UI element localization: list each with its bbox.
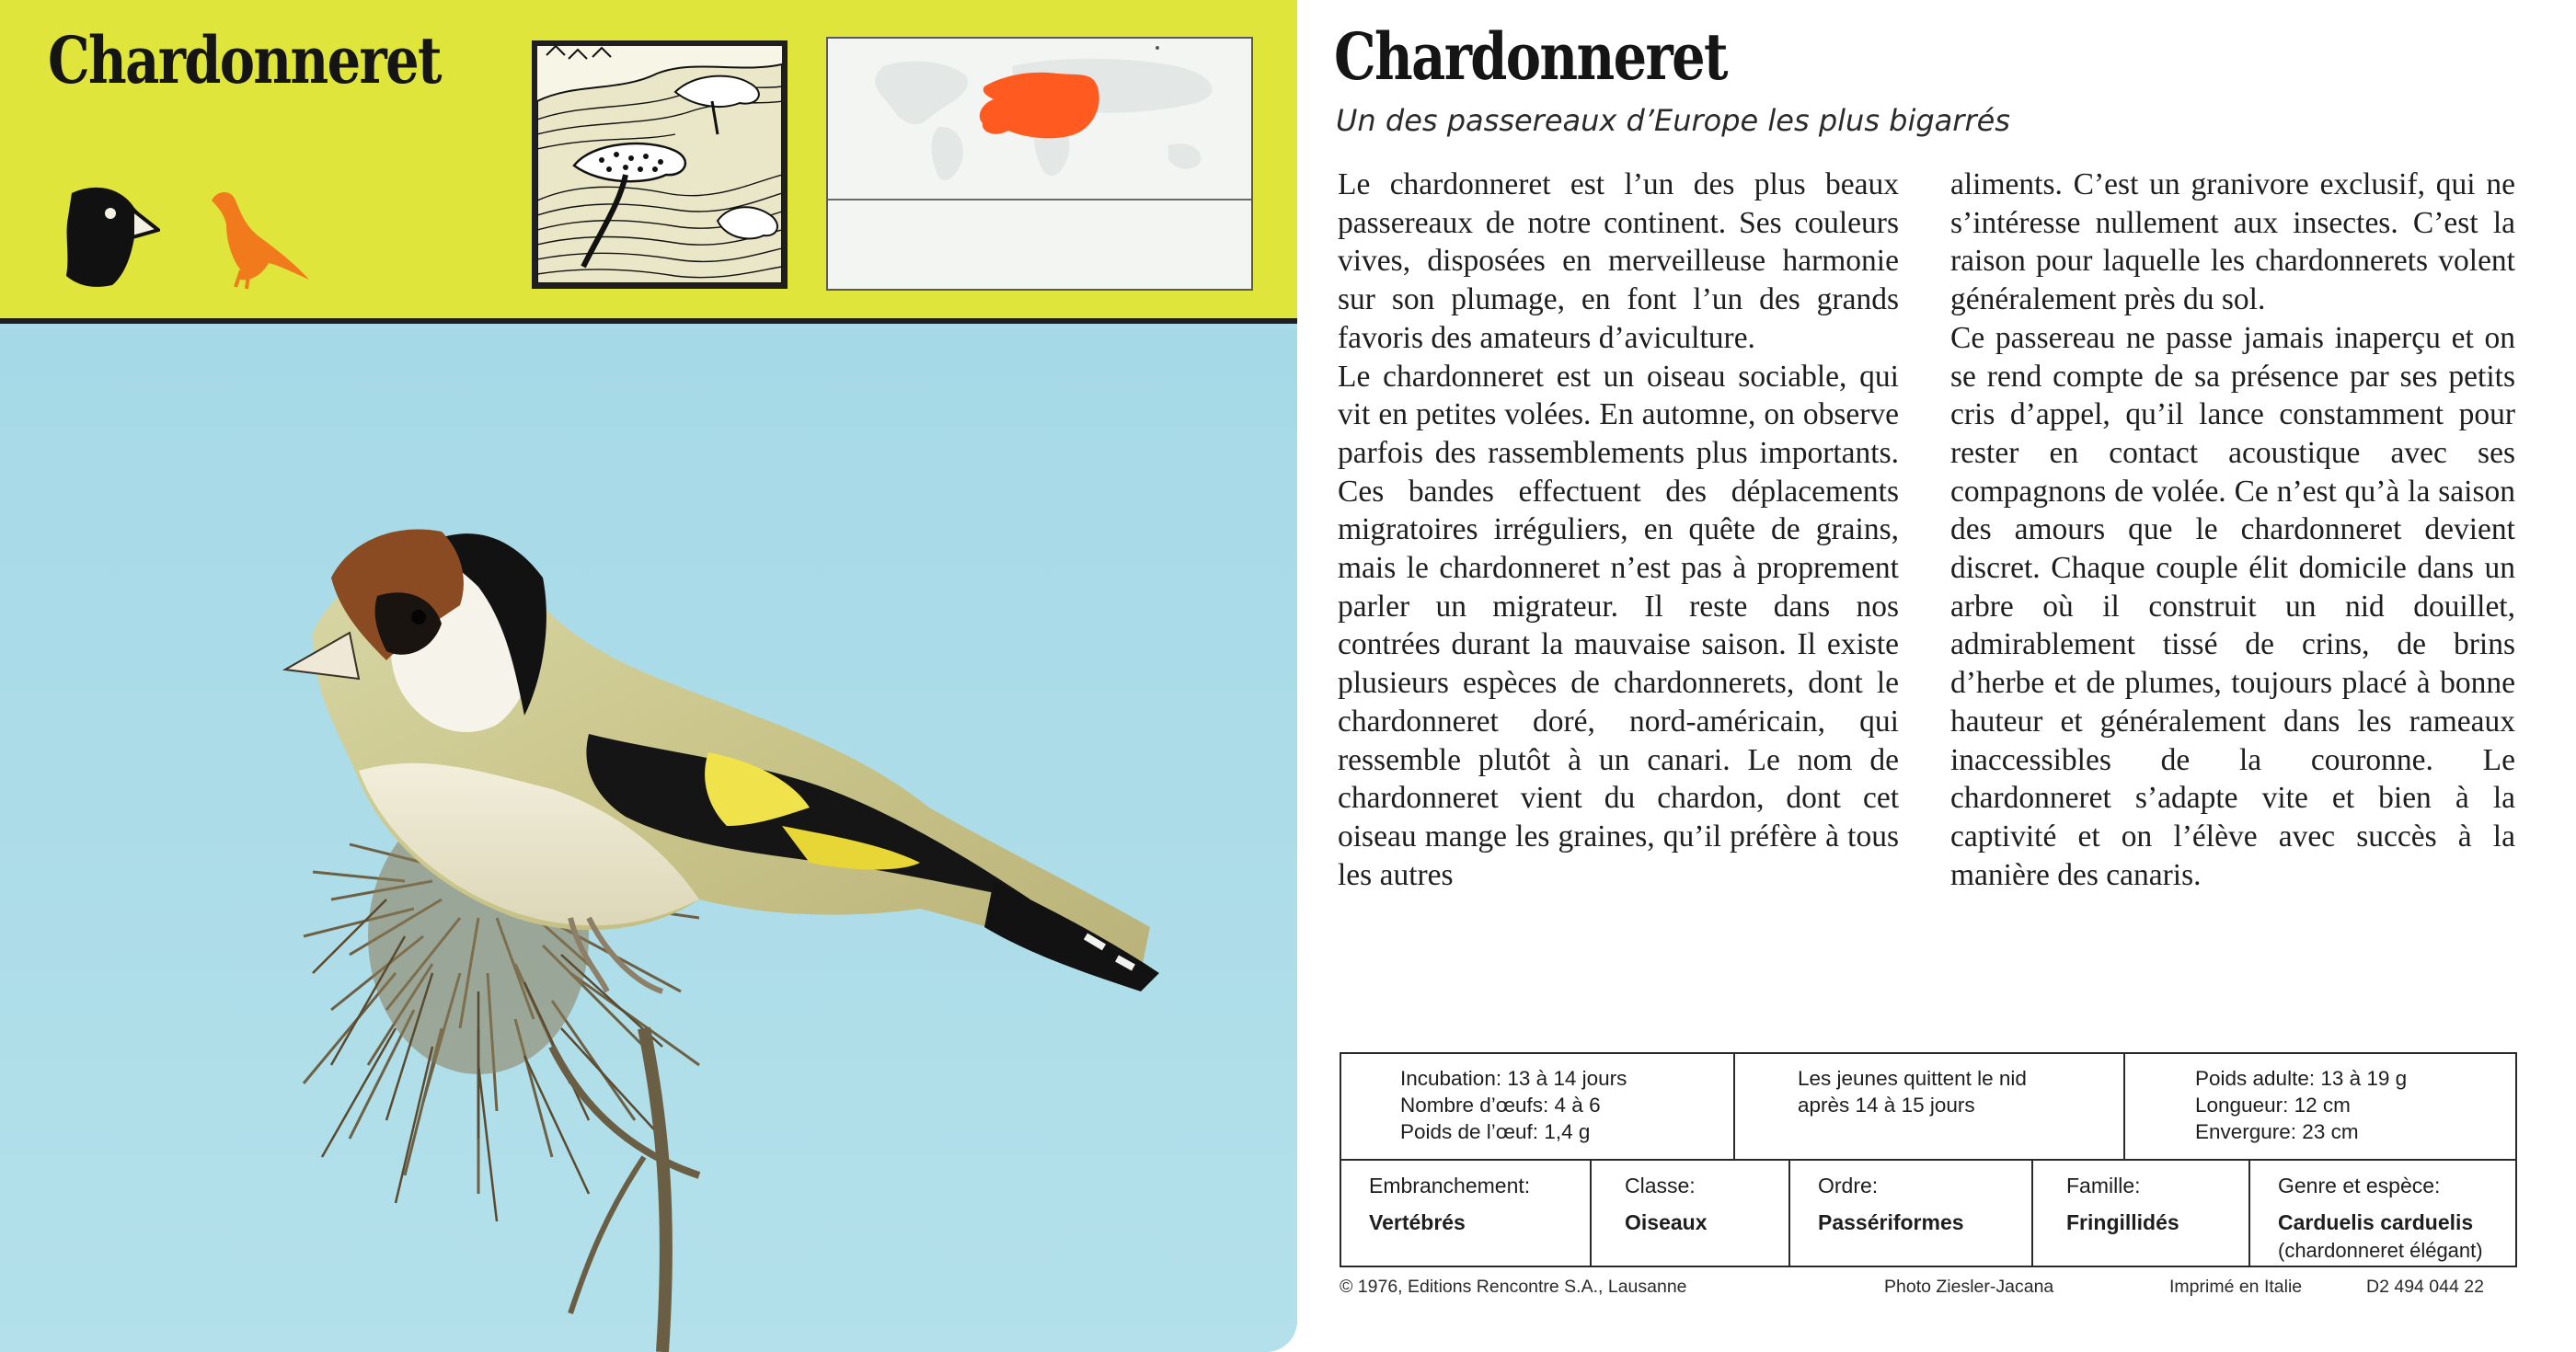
order-cell bbox=[1788, 1161, 2031, 1267]
phylum-cell bbox=[1341, 1161, 1590, 1267]
incubation-cell bbox=[1341, 1054, 1733, 1159]
breeding-stats-row bbox=[1341, 1054, 2515, 1161]
paragraph: aliments. C’est un granivore exclusif, qui ne s’intéresse nullement aux insectes. C’est la raison pour laquelle les chardonnerets volent généralement près du sol. bbox=[1950, 167, 2515, 317]
back-title: Chardonneret bbox=[1334, 18, 1727, 95]
species-common-name: (chardonneret élégant) bbox=[2278, 1239, 2483, 1262]
phylum-value: Vertébrés bbox=[1369, 1210, 1466, 1234]
paragraph: Ce passereau ne passe jamais inaperçu et on se rend compte de sa présence par ses petits cris d’appel, qu’il lance constamment pour rester en contact acoustique avec ses compagnons de volée. Ce n’est qu’à la saison des amours que le chardonneret devient discret. Chaque couple élit domicile dans un arbre où il construit un nid douillet, admirablement tissé de crins, de brins d’herbe et de plumes, toujours placé à bonne hauteur et généralement dans les rameaux inaccessibles de la couronne. Le chardonneret s’adapte vite et bien à la captivité et on l’élève avec succès à la manière des canaris. bbox=[1950, 320, 2515, 892]
habitat-illustration bbox=[532, 40, 788, 289]
class-cell bbox=[1590, 1161, 1788, 1267]
copyright-text: © 1976, Editions Rencontre S.A., Lausanne bbox=[1340, 1277, 1687, 1297]
footer bbox=[1340, 1277, 2523, 1304]
adult-weight-text: Poids adulte: 13 à 19 g bbox=[2195, 1067, 2408, 1090]
goldfinch-photo bbox=[0, 329, 1297, 1352]
back-card bbox=[1297, 0, 2576, 1352]
card-code: D2 494 044 22 bbox=[2366, 1277, 2484, 1297]
fledging-text-1: Les jeunes quittent le nid bbox=[1798, 1067, 2027, 1090]
phylum-label: Embranchement: bbox=[1369, 1174, 1531, 1197]
distribution-map bbox=[826, 37, 1253, 291]
class-value: Oiseaux bbox=[1625, 1210, 1708, 1234]
species-cell bbox=[2248, 1161, 2515, 1267]
eggs-count-text: Nombre d’œufs: 4 à 6 bbox=[1400, 1094, 1601, 1117]
class-label: Classe: bbox=[1625, 1174, 1696, 1197]
fledging-text-2: après 14 à 15 jours bbox=[1798, 1094, 1975, 1117]
species-value: Carduelis carduelis bbox=[2278, 1210, 2474, 1234]
order-label: Ordre: bbox=[1818, 1174, 1879, 1197]
text-column-right bbox=[1950, 166, 2515, 894]
species-label: Genre et espèce: bbox=[2278, 1174, 2441, 1197]
fledging-cell bbox=[1733, 1054, 2123, 1159]
egg-weight-text: Poids de l’œuf: 1,4 g bbox=[1400, 1120, 1591, 1143]
front-title: Chardonneret bbox=[48, 22, 441, 98]
facts-table bbox=[1340, 1052, 2517, 1267]
map-divider bbox=[828, 199, 1251, 201]
small-bird-silhouette-icon bbox=[204, 180, 315, 291]
incubation-text: Incubation: 13 à 14 jours bbox=[1400, 1067, 1627, 1090]
order-value: Passériformes bbox=[1818, 1210, 1964, 1234]
family-value: Fringillidés bbox=[2066, 1210, 2179, 1234]
back-subtitle: Un des passereaux d’Europe les plus bigarrés bbox=[1336, 103, 2010, 138]
front-header bbox=[0, 0, 1297, 324]
family-label: Famille: bbox=[2066, 1174, 2141, 1197]
wingspan-text: Envergure: 23 cm bbox=[2195, 1120, 2359, 1143]
paragraph: Le chardonneret est un oiseau sociable, qui vit en petites volées. En automne, on observe parfois des rassemblements plus importants. Ces bandes effectuent des déplacements migratoires irréguliers, en quête de grains, mais le chardonneret n’est pas à proprement parler un migrateur. Il reste dans nos contrées durant la mauvaise saison. Il existe plusieurs espèces de chardonnerets, dont le chardonneret doré, nord-américain, qui ressemble plutôt à un canari. Le nom de chardonneret vient du chardon, dont cet oiseau mange les graines, qu’il préfère à tous les autres bbox=[1338, 359, 1899, 892]
length-text: Longueur: 12 cm bbox=[2195, 1094, 2351, 1117]
family-cell bbox=[2031, 1161, 2248, 1267]
text-column-left bbox=[1338, 166, 1899, 894]
paragraph: Le chardonneret est l’un des plus beaux passereaux de notre continent. Ses couleurs vives, disposées en merveilleuse harmonie sur son plumage, en font l’un des grands favoris des amateurs d’aviculture. bbox=[1338, 167, 1899, 355]
printed-in-text: Imprimé en Italie bbox=[2169, 1277, 2303, 1297]
photo-credit: Photo Ziesler-Jacana bbox=[1884, 1277, 2054, 1297]
bird-head-beak-icon bbox=[59, 180, 160, 291]
taxonomy-row bbox=[1341, 1161, 2515, 1267]
size-cell bbox=[2123, 1054, 2515, 1159]
